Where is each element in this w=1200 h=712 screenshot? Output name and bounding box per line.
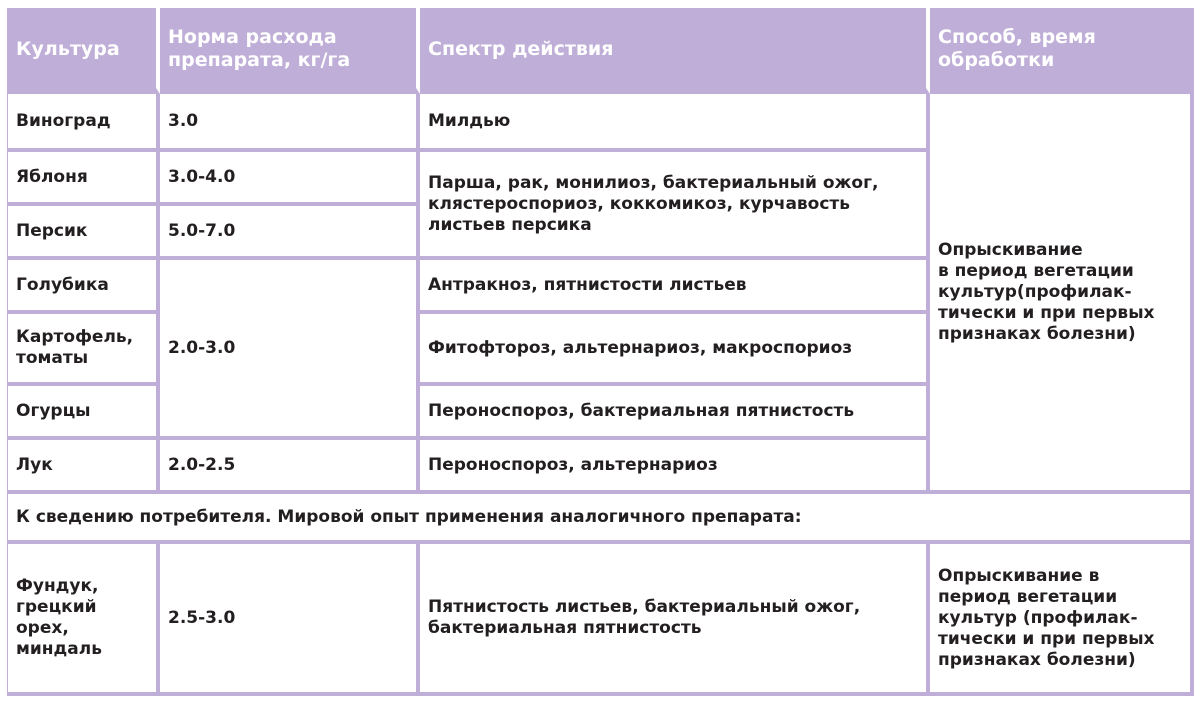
table-row: [8, 94, 1194, 152]
cell-method: [930, 544, 1194, 696]
method-line2: период вегетации: [938, 586, 1118, 607]
cell-culture: Лук: [8, 440, 160, 494]
culture-line1: Фундук,: [16, 576, 99, 596]
table-row: [8, 544, 1194, 696]
cell-method-merged: [930, 94, 1194, 494]
method-line1: Опрыскивание в: [938, 565, 1100, 586]
cell-culture: Яблоня: [8, 152, 160, 206]
header-culture: Культура: [8, 8, 160, 94]
note-row: [8, 494, 1194, 544]
culture-line3: орех,: [16, 618, 69, 638]
culture-line2: томаты: [16, 348, 89, 368]
spectrum-line1: Пятнистость листьев, бактериальный ожог,: [428, 597, 861, 617]
spec-table: [7, 8, 1194, 696]
cell-spectrum: [420, 544, 930, 696]
header-spectrum: Спектр действия: [420, 8, 930, 94]
cell-culture: Персик: [8, 206, 160, 260]
header-row: [8, 8, 1194, 94]
cell-culture: Голубика: [8, 260, 160, 314]
cell-culture: Огурцы: [8, 386, 160, 440]
table-container: [7, 8, 1193, 706]
cell-rate-merged: 2.0-3.0: [160, 260, 420, 440]
header-method-line1: Способ, время: [938, 26, 1096, 48]
spectrum-line2: бактериальная пятнистость: [428, 618, 702, 638]
spectrum-line2: клястероспориоз, коккомикоз, курчавость: [428, 193, 851, 214]
cell-spectrum: Пероноспороз, альтернариоз: [420, 440, 930, 494]
method-line4: тически и при первых: [938, 302, 1155, 323]
header-rate-line2: препарата, кг/га: [168, 49, 351, 71]
cell-rate: 3.0-4.0: [160, 152, 420, 206]
header-rate: [160, 8, 420, 94]
header-method: [930, 8, 1194, 94]
spectrum-line1: Парша, рак, монилиоз, бактериальный ожог,: [428, 172, 879, 193]
method-line3: культур (профилак-: [938, 607, 1138, 628]
cell-spectrum: Фитофтороз, альтернариоз, макроспориоз: [420, 314, 930, 386]
method-line3: культур(профилак-: [938, 281, 1132, 302]
cell-culture: [8, 314, 160, 386]
cell-spectrum-merged: [420, 152, 930, 260]
cell-spectrum: Антракноз, пятнистости листьев: [420, 260, 930, 314]
cell-spectrum: Милдью: [420, 94, 930, 152]
note-text: К сведению потребителя. Мировой опыт применения аналогичного препарата:: [8, 494, 1194, 544]
cell-culture: [8, 544, 160, 696]
cell-rate: 3.0: [160, 94, 420, 152]
cell-spectrum: Пероноспороз, бактериальная пятнистость: [420, 386, 930, 440]
cell-culture: Виноград: [8, 94, 160, 152]
header-rate-line1: Норма расхода: [168, 26, 337, 48]
culture-line4: миндаль: [16, 639, 102, 659]
method-line5: признаках болезни): [938, 649, 1136, 670]
culture-line2: грецкий: [16, 597, 97, 617]
method-line5: признаках болезни): [938, 323, 1136, 344]
spectrum-line3: листьев персика: [428, 214, 592, 235]
cell-rate: 5.0-7.0: [160, 206, 420, 260]
cell-rate: 2.5-3.0: [160, 544, 420, 696]
culture-line1: Картофель,: [16, 327, 134, 347]
cell-rate: 2.0-2.5: [160, 440, 420, 494]
method-line2: в период вегетации: [938, 260, 1134, 281]
method-line4: тически и при первых: [938, 628, 1155, 649]
method-line1: Опрыскивание: [938, 239, 1083, 260]
header-method-line2: обработки: [938, 49, 1055, 71]
